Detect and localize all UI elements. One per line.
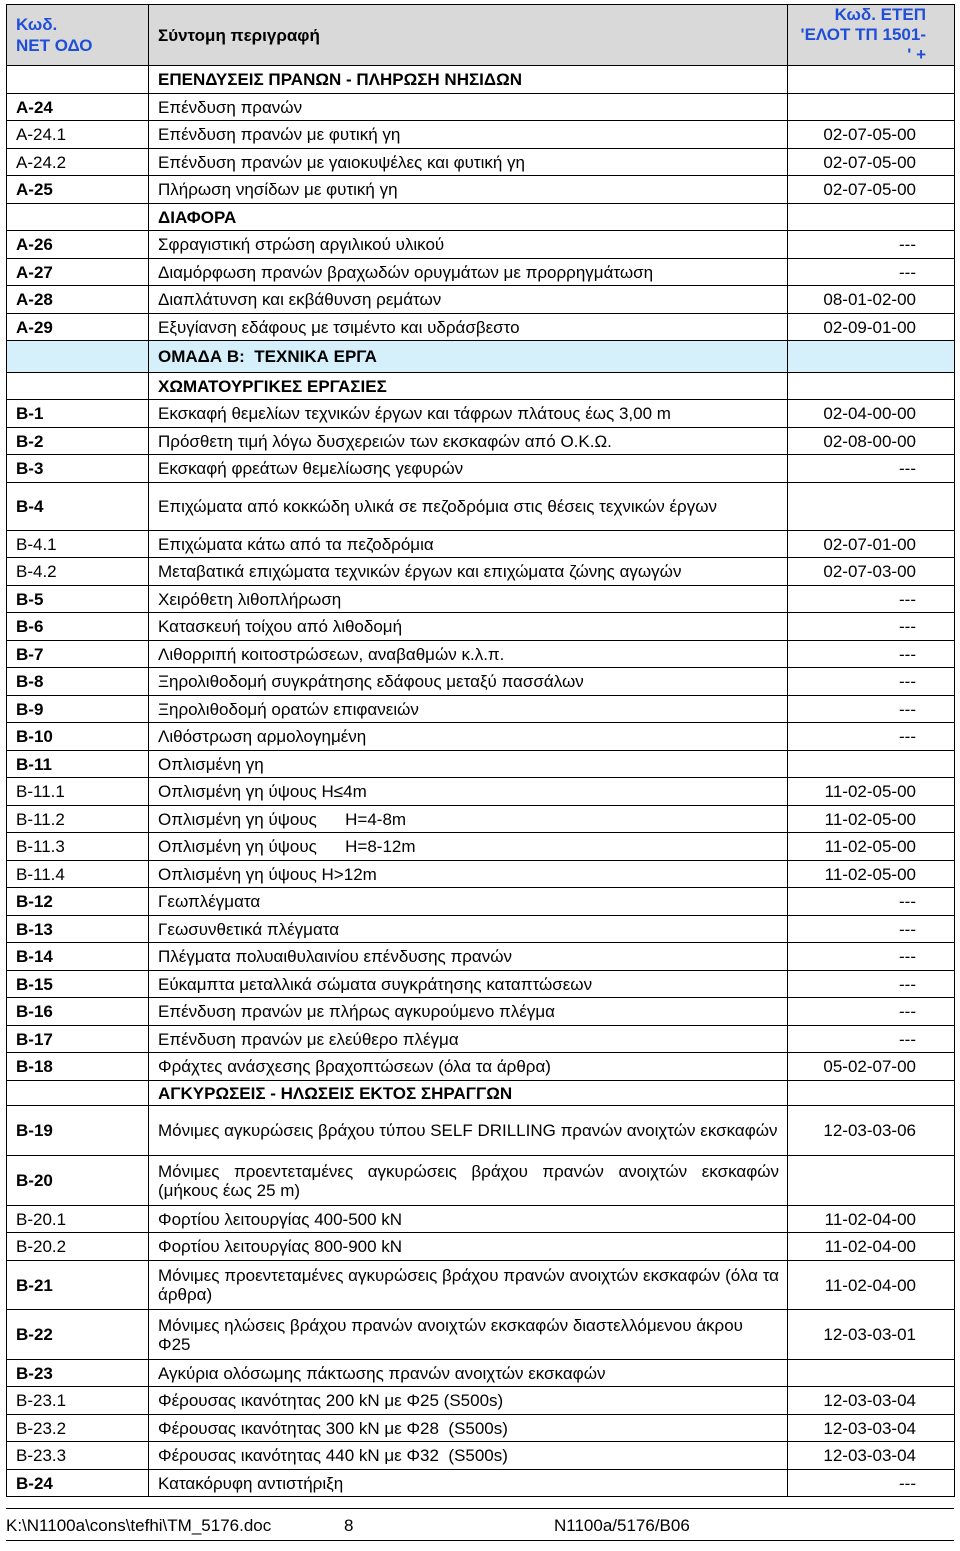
item-code: [7, 1081, 149, 1106]
item-etep-code: 11-02-05-00: [788, 806, 955, 833]
item-description: Οπλισμένη γη: [149, 751, 788, 778]
item-code: B-3: [7, 455, 149, 483]
item-etep-code: ---: [788, 613, 955, 641]
item-etep-code: [788, 94, 955, 121]
item-etep-code: ---: [788, 998, 955, 1026]
item-etep-code: 11-02-04-00: [788, 1261, 955, 1310]
item-etep-code: ---: [788, 888, 955, 916]
item-etep-code: ---: [788, 943, 955, 971]
table-row: [7, 1156, 955, 1206]
item-description: Επένδυση πρανών με γαιοκυψέλες και φυτική γη: [149, 149, 788, 176]
item-code: B-23.1: [7, 1387, 149, 1415]
item-etep-code: 02-07-05-00: [788, 121, 955, 149]
item-etep-code: ---: [788, 916, 955, 943]
item-description: ΟΜΑΔΑ Β: ΤΕΧΝΙΚΑ ΕΡΓΑ: [149, 341, 788, 373]
item-etep-code: ---: [788, 1026, 955, 1053]
item-description: Ξηρολιθοδομή συγκράτησης εδάφους μεταξύ πασσάλων: [149, 668, 788, 696]
item-etep-code: ---: [788, 723, 955, 751]
item-description: Επένδυση πρανών με πλήρως αγκυρούμενο πλέγμα: [149, 998, 788, 1026]
table-row: [7, 613, 955, 641]
item-code: B-12: [7, 888, 149, 916]
items-table: [6, 4, 955, 1497]
table-row: [7, 861, 955, 888]
table-row: [7, 696, 955, 723]
table-row: [7, 1026, 955, 1053]
item-code: B-18: [7, 1053, 149, 1081]
item-etep-code: ---: [788, 696, 955, 723]
page-footer: [6, 1508, 954, 1541]
table-row: [7, 531, 955, 558]
table-row: [7, 149, 955, 176]
item-etep-code: 11-02-04-00: [788, 1233, 955, 1261]
item-code: B-20.2: [7, 1233, 149, 1261]
header-code: Κωδ. ΝΕΤ ΟΔΟ: [7, 5, 149, 66]
item-description: Χειρόθετη λιθοπλήρωση: [149, 586, 788, 613]
item-description: Φράχτες ανάσχεσης βραχοπτώσεων (όλα τα άρθρα): [149, 1053, 788, 1081]
item-code: B-6: [7, 613, 149, 641]
table-row: [7, 668, 955, 696]
item-etep-code: ---: [788, 971, 955, 998]
item-description: Επένδυση πρανών: [149, 94, 788, 121]
item-etep-code: 02-07-03-00: [788, 558, 955, 586]
item-code: B-5: [7, 586, 149, 613]
item-etep-code: 02-07-05-00: [788, 149, 955, 176]
item-code: B-24: [7, 1470, 149, 1497]
item-description: Οπλισμένη γη ύψους H=8-12m: [149, 833, 788, 861]
item-etep-code: 02-09-01-00: [788, 314, 955, 341]
item-code: B-2: [7, 428, 149, 455]
item-code: B-20.1: [7, 1206, 149, 1233]
item-code: B-11: [7, 751, 149, 778]
item-description: Φέρουσας ικανότητας 440 kN με Φ32 (S500s): [149, 1442, 788, 1470]
table-row: [7, 1053, 955, 1081]
item-etep-code: 02-04-00-00: [788, 400, 955, 428]
item-etep-code: ---: [788, 231, 955, 259]
item-description: Φέρουσας ικανότητας 300 kN με Φ28 (S500s): [149, 1415, 788, 1442]
item-etep-code: 11-02-05-00: [788, 833, 955, 861]
table-row: [7, 778, 955, 806]
item-code: B-16: [7, 998, 149, 1026]
table-row: [7, 943, 955, 971]
table-row: [7, 400, 955, 428]
table-row: [7, 428, 955, 455]
item-code: [7, 373, 149, 400]
table-row: [7, 1442, 955, 1470]
item-etep-code: [788, 66, 955, 94]
item-description: ΕΠΕΝΔΥΣΕΙΣ ΠΡΑΝΩΝ - ΠΛΗΡΩΣΗ ΝΗΣΙΔΩΝ: [149, 66, 788, 94]
table-row: [7, 1310, 955, 1360]
table-row: [7, 833, 955, 861]
item-etep-code: [788, 1081, 955, 1106]
item-code: B-20: [7, 1156, 149, 1206]
item-etep-code: ---: [788, 668, 955, 696]
item-description: Σφραγιστική στρώση αργιλικού υλικού: [149, 231, 788, 259]
item-description: Επένδυση πρανών με ελεύθερο πλέγμα: [149, 1026, 788, 1053]
item-etep-code: [788, 1156, 955, 1206]
footer-page-number: 8: [344, 1516, 354, 1535]
table-row: [7, 751, 955, 778]
item-code: B-11.1: [7, 778, 149, 806]
item-description: Μόνιμες προεντεταμένες αγκυρώσεις βράχου πρανών ανοιχτών εκσκαφών (όλα τα άρθρα): [149, 1261, 788, 1310]
table-row: [7, 1415, 955, 1442]
item-description: Λιθορριπή κοιτοστρώσεων, αναβαθμών κ.λ.π.: [149, 641, 788, 668]
item-etep-code: ---: [788, 1470, 955, 1497]
item-code: B-10: [7, 723, 149, 751]
item-code: B-9: [7, 696, 149, 723]
item-code: A-28: [7, 286, 149, 314]
item-code: B-23.2: [7, 1415, 149, 1442]
table-row: [7, 888, 955, 916]
item-description: ΔΙΑΦΟΡΑ: [149, 204, 788, 231]
item-description: Οπλισμένη γη ύψους H=4-8m: [149, 806, 788, 833]
footer-reference: N1100a/5176/B06: [554, 1516, 690, 1535]
table-row: [7, 373, 955, 400]
table-row: [7, 1206, 955, 1233]
item-code: B-14: [7, 943, 149, 971]
item-etep-code: [788, 751, 955, 778]
item-description: Πλήρωση νησίδων με φυτική γη: [149, 176, 788, 204]
item-etep-code: 08-01-02-00: [788, 286, 955, 314]
item-code: B-4.2: [7, 558, 149, 586]
table-row: [7, 314, 955, 341]
item-description: Οπλισμένη γη ύψους H≤4m: [149, 778, 788, 806]
header-description: Σύντομη περιγραφή: [149, 5, 788, 66]
item-code: A-24.1: [7, 121, 149, 149]
item-etep-code: 12-03-03-04: [788, 1415, 955, 1442]
item-etep-code: 11-02-04-00: [788, 1206, 955, 1233]
item-code: A-26: [7, 231, 149, 259]
table-row: [7, 176, 955, 204]
item-description: Μόνιμες αγκυρώσεις βράχου τύπου SELF DRILLING πρανών ανοιχτών εκσκαφών: [149, 1106, 788, 1156]
item-description: Λιθόστρωση αρμολογημένη: [149, 723, 788, 751]
item-code: B-11.3: [7, 833, 149, 861]
item-code: B-7: [7, 641, 149, 668]
table-row: [7, 1081, 955, 1106]
item-code: B-4: [7, 483, 149, 531]
item-description: Επένδυση πρανών με φυτική γη: [149, 121, 788, 149]
item-description: Ξηρολιθοδομή ορατών επιφανειών: [149, 696, 788, 723]
item-description: Μόνιμες προεντεταμένες αγκυρώσεις βράχου πρανών ανοιχτών εκσκαφών (μήκους έως 25 m): [149, 1156, 788, 1206]
table-body: [7, 66, 955, 1497]
item-description: Πρόσθετη τιμή λόγω δυσχερειών των εκσκαφών από Ο.Κ.Ω.: [149, 428, 788, 455]
table-row: [7, 558, 955, 586]
item-code: B-11.2: [7, 806, 149, 833]
table-row: [7, 259, 955, 286]
table-row: [7, 286, 955, 314]
item-description: Μόνιμες ηλώσεις βράχου πρανών ανοιχτών εκσκαφών διαστελλόμενου άκρου Φ25: [149, 1310, 788, 1360]
item-description: Επιχώματα από κοκκώδη υλικά σε πεζοδρόμια στις θέσεις τεχνικών έργων: [149, 483, 788, 531]
item-code: A-24.2: [7, 149, 149, 176]
table-row: [7, 483, 955, 531]
item-description: Φορτίου λειτουργίας 800-900 kN: [149, 1233, 788, 1261]
item-etep-code: ---: [788, 586, 955, 613]
item-description: Πλέγματα πολυαιθυλαινίου επένδυσης πρανών: [149, 943, 788, 971]
table-row: [7, 121, 955, 149]
table-row: [7, 1106, 955, 1156]
table-header-row: [7, 5, 955, 66]
item-etep-code: ---: [788, 259, 955, 286]
item-description: Εύκαμπτα μεταλλικά σώματα συγκράτησης καταπτώσεων: [149, 971, 788, 998]
item-code: B-8: [7, 668, 149, 696]
item-code: B-1: [7, 400, 149, 428]
table-row: [7, 204, 955, 231]
item-description: Οπλισμένη γη ύψους H>12m: [149, 861, 788, 888]
item-code: B-21: [7, 1261, 149, 1310]
item-etep-code: [788, 483, 955, 531]
item-code: B-4.1: [7, 531, 149, 558]
item-etep-code: 05-02-07-00: [788, 1053, 955, 1081]
item-code: B-22: [7, 1310, 149, 1360]
item-code: A-25: [7, 176, 149, 204]
item-description: Γεωσυνθετικά πλέγματα: [149, 916, 788, 943]
table-row: [7, 66, 955, 94]
item-etep-code: ---: [788, 455, 955, 483]
item-etep-code: [788, 341, 955, 373]
item-code: B-13: [7, 916, 149, 943]
item-description: Εξυγίανση εδάφους με τσιμέντο και υδράσβεστο: [149, 314, 788, 341]
group-header-row: [7, 341, 955, 373]
table-row: [7, 641, 955, 668]
item-code: B-23.3: [7, 1442, 149, 1470]
item-etep-code: 02-08-00-00: [788, 428, 955, 455]
item-code: B-19: [7, 1106, 149, 1156]
table-row: [7, 1470, 955, 1497]
item-etep-code: 11-02-05-00: [788, 778, 955, 806]
table-row: [7, 1261, 955, 1310]
table-row: [7, 971, 955, 998]
item-etep-code: 12-03-03-06: [788, 1106, 955, 1156]
table-row: [7, 1233, 955, 1261]
item-description: Μεταβατικά επιχώματα τεχνικών έργων και επιχώματα ζώνης αγωγών: [149, 558, 788, 586]
item-code: B-17: [7, 1026, 149, 1053]
item-etep-code: 12-03-03-04: [788, 1387, 955, 1415]
table-row: [7, 231, 955, 259]
footer-file-path: K:\N1100a\cons\tefhi\TM_5176.doc: [6, 1516, 272, 1535]
table-row: [7, 1387, 955, 1415]
item-code: [7, 341, 149, 373]
item-description: Φορτίου λειτουργίας 400-500 kN: [149, 1206, 788, 1233]
item-etep-code: [788, 204, 955, 231]
item-description: Φέρουσας ικανότητας 200 kN με Φ25 (S500s): [149, 1387, 788, 1415]
item-description: Εκσκαφή θεμελίων τεχνικών έργων και τάφρων πλάτους έως 3,00 m: [149, 400, 788, 428]
item-etep-code: [788, 1360, 955, 1387]
table-row: [7, 723, 955, 751]
item-description: Κατακόρυφη αντιστήριξη: [149, 1470, 788, 1497]
table-row: [7, 1360, 955, 1387]
item-description: Διαμόρφωση πρανών βραχωδών ορυγμάτων με προρρηγμάτωση: [149, 259, 788, 286]
table-row: [7, 94, 955, 121]
item-code: B-15: [7, 971, 149, 998]
item-etep-code: 02-07-05-00: [788, 176, 955, 204]
item-code: [7, 66, 149, 94]
item-code: [7, 204, 149, 231]
item-etep-code: 12-03-03-04: [788, 1442, 955, 1470]
item-description: Κατασκευή τοίχου από λιθοδομή: [149, 613, 788, 641]
item-description: Επιχώματα κάτω από τα πεζοδρόμια: [149, 531, 788, 558]
item-description: ΧΩΜΑΤΟΥΡΓΙΚΕΣ ΕΡΓΑΣΙΕΣ: [149, 373, 788, 400]
item-etep-code: [788, 373, 955, 400]
item-etep-code: 02-07-01-00: [788, 531, 955, 558]
item-code: B-23: [7, 1360, 149, 1387]
item-description: Γεωπλέγματα: [149, 888, 788, 916]
item-code: A-29: [7, 314, 149, 341]
item-code: B-11.4: [7, 861, 149, 888]
table-row: [7, 806, 955, 833]
header-etep: Κωδ. ΕΤΕΠ 'ΕΛΟΤ ΤΠ 1501-' +: [788, 5, 955, 66]
table-row: [7, 998, 955, 1026]
item-etep-code: 11-02-05-00: [788, 861, 955, 888]
item-code: A-27: [7, 259, 149, 286]
table-row: [7, 455, 955, 483]
item-description: Αγκύρια ολόσωμης πάκτωσης πρανών ανοιχτών εκσκαφών: [149, 1360, 788, 1387]
item-etep-code: ---: [788, 641, 955, 668]
table-row: [7, 586, 955, 613]
item-description: ΑΓΚΥΡΩΣΕΙΣ - ΗΛΩΣΕΙΣ ΕΚΤΟΣ ΣΗΡΑΓΓΩΝ: [149, 1081, 788, 1106]
item-description: Εκσκαφή φρεάτων θεμελίωσης γεφυρών: [149, 455, 788, 483]
table-row: [7, 916, 955, 943]
item-description: Διαπλάτυνση και εκβάθυνση ρεμάτων: [149, 286, 788, 314]
item-code: A-24: [7, 94, 149, 121]
item-etep-code: 12-03-03-01: [788, 1310, 955, 1360]
